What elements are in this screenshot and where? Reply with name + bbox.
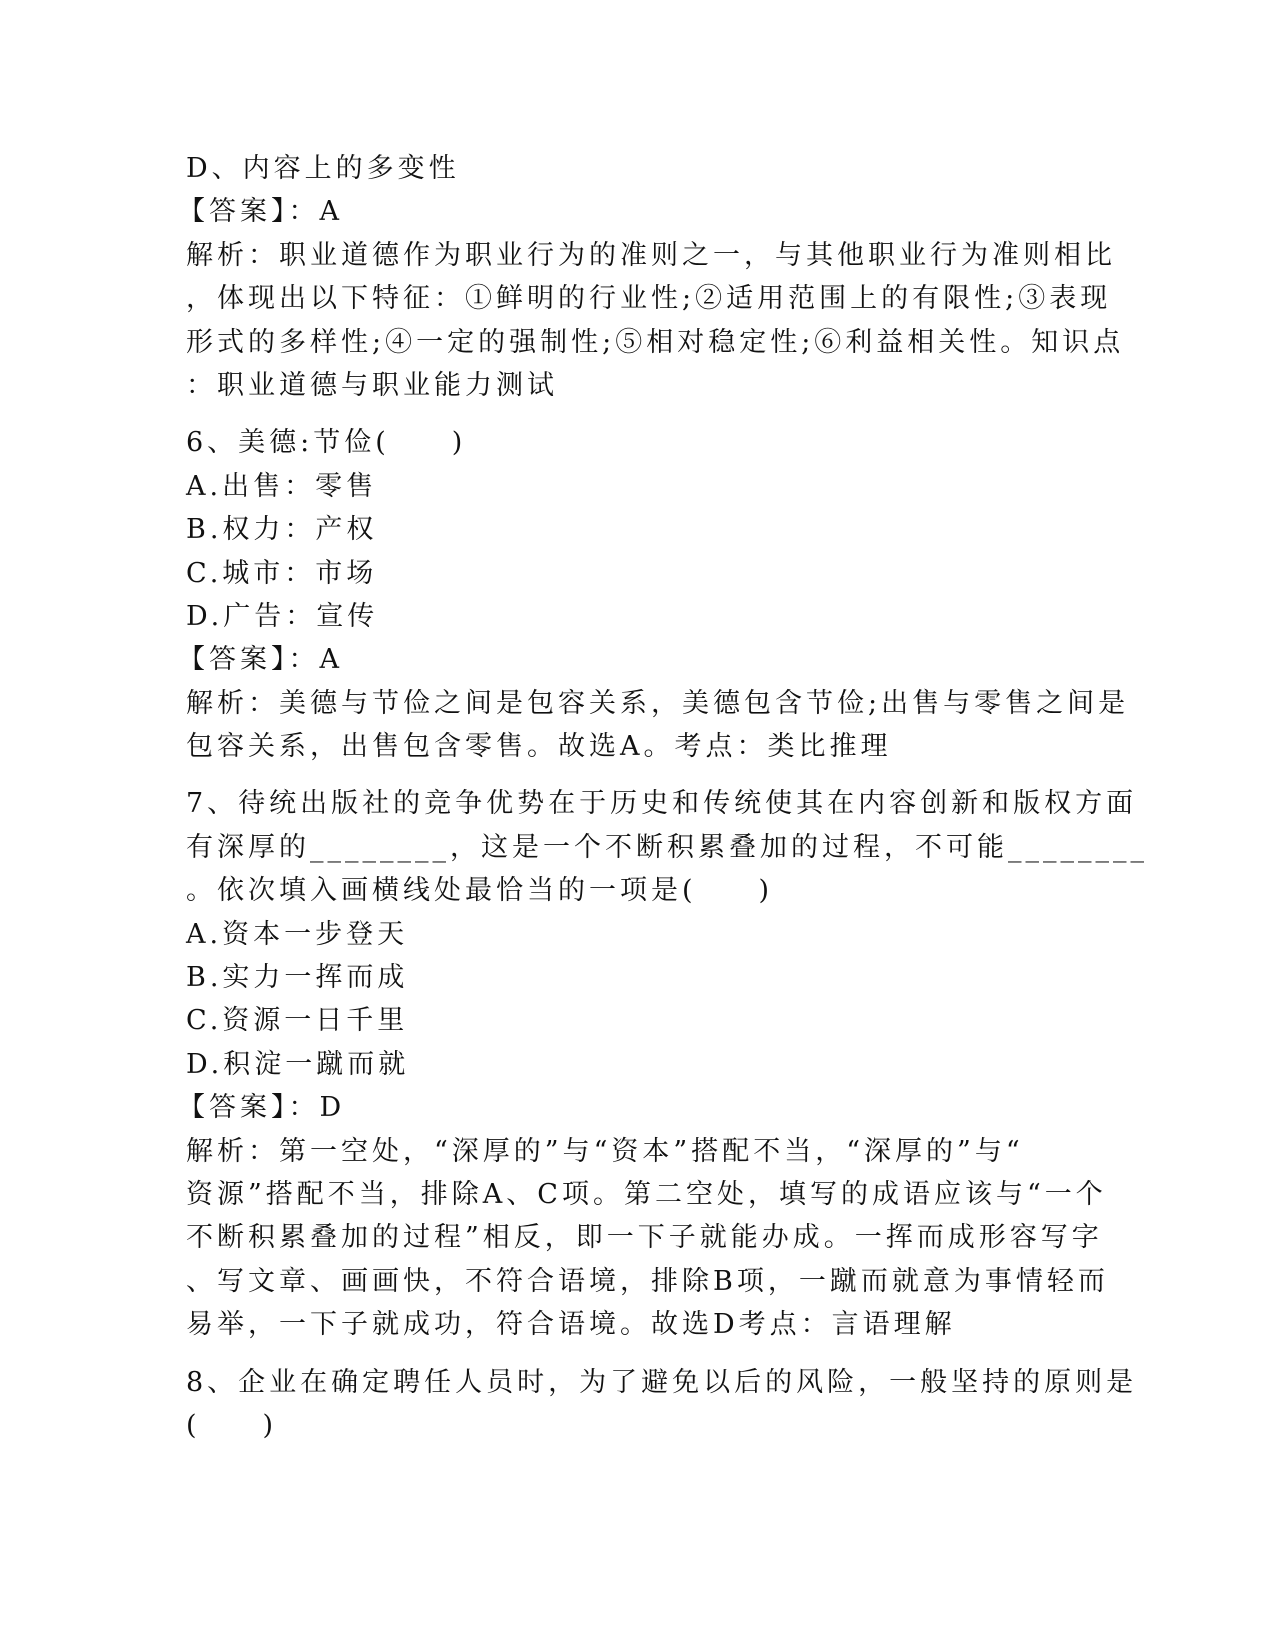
- analysis-line: 、写文章、画画快，不符合语境，排除B项，一蹴而就意为事情轻而: [186, 1265, 1109, 1297]
- analysis-line: ，体现出以下特征：①鲜明的行业性;②适用范围上的有限性;③表现: [186, 283, 1112, 315]
- analysis-line: 包容关系，出售包含零售。故选A。考点：类比推理: [186, 731, 892, 763]
- question-text: 6、美德:节俭( ): [186, 427, 467, 459]
- question-text: 8、企业在确定聘任人员时，为了避免以后的风险，一般坚持的原则是: [186, 1366, 1138, 1398]
- option-b: B.实力一挥而成: [186, 962, 409, 994]
- option-b: B.权力：产权: [186, 514, 378, 546]
- answer-label: 【答案】：A: [178, 196, 343, 228]
- analysis-line: 不断积累叠加的过程”相反，即一下子就能办成。一挥而成形容写字: [186, 1222, 1103, 1254]
- option-d: D、内容上的多变性: [186, 153, 460, 184]
- question-text: 7、待统出版社的竞争优势在于历史和传统使其在内容创新和版权方面: [186, 788, 1138, 820]
- exam-content: [178, 147, 1148, 1447]
- analysis-line: 资源”搭配不当，排除A、C项。第二空处，填写的成语应该与“一个: [186, 1178, 1107, 1210]
- answer-label: 【答案】：D: [178, 1092, 346, 1124]
- question-7: [178, 782, 1148, 1346]
- option-a: A.出售：零售: [186, 470, 378, 502]
- question-text: ( ): [186, 1409, 278, 1441]
- option-a: A.资本一步登天: [186, 918, 409, 950]
- analysis-line: 解析：美德与节俭之间是包容关系，美德包含节俭;出售与零售之间是: [186, 687, 1130, 719]
- answer-label: 【答案】：A: [178, 644, 343, 676]
- question-text: 。依次填入画横线处最恰当的一项是( ): [186, 875, 774, 907]
- question-6: [178, 421, 1130, 768]
- option-d: D.积淀一蹴而就: [186, 1048, 410, 1080]
- question-5-tail: [178, 147, 1125, 407]
- analysis-line: 易举，一下子就成功，符合语境。故选D考点：言语理解: [186, 1309, 956, 1341]
- question-8: [186, 1361, 1138, 1448]
- analysis-line: 解析：职业道德作为职业行为的准则之一，与其他职业行为准则相比: [186, 239, 1116, 271]
- analysis-line: 解析：第一空处，“深厚的”与“资本”搭配不当，“深厚的”与“: [186, 1135, 1024, 1167]
- option-c: C.资源一日千里: [186, 1005, 409, 1037]
- question-text: 有深厚的________，这是一个不断积累叠加的过程，不可能________: [186, 831, 1148, 863]
- analysis-line: ：职业道德与职业能力测试: [186, 369, 558, 401]
- option-c: C.城市：市场: [186, 557, 378, 589]
- analysis-line: 形式的多样性;④一定的强制性;⑤相对稳定性;⑥利益相关性。知识点: [186, 326, 1125, 358]
- option-d: D.广告：宣传: [186, 600, 379, 632]
